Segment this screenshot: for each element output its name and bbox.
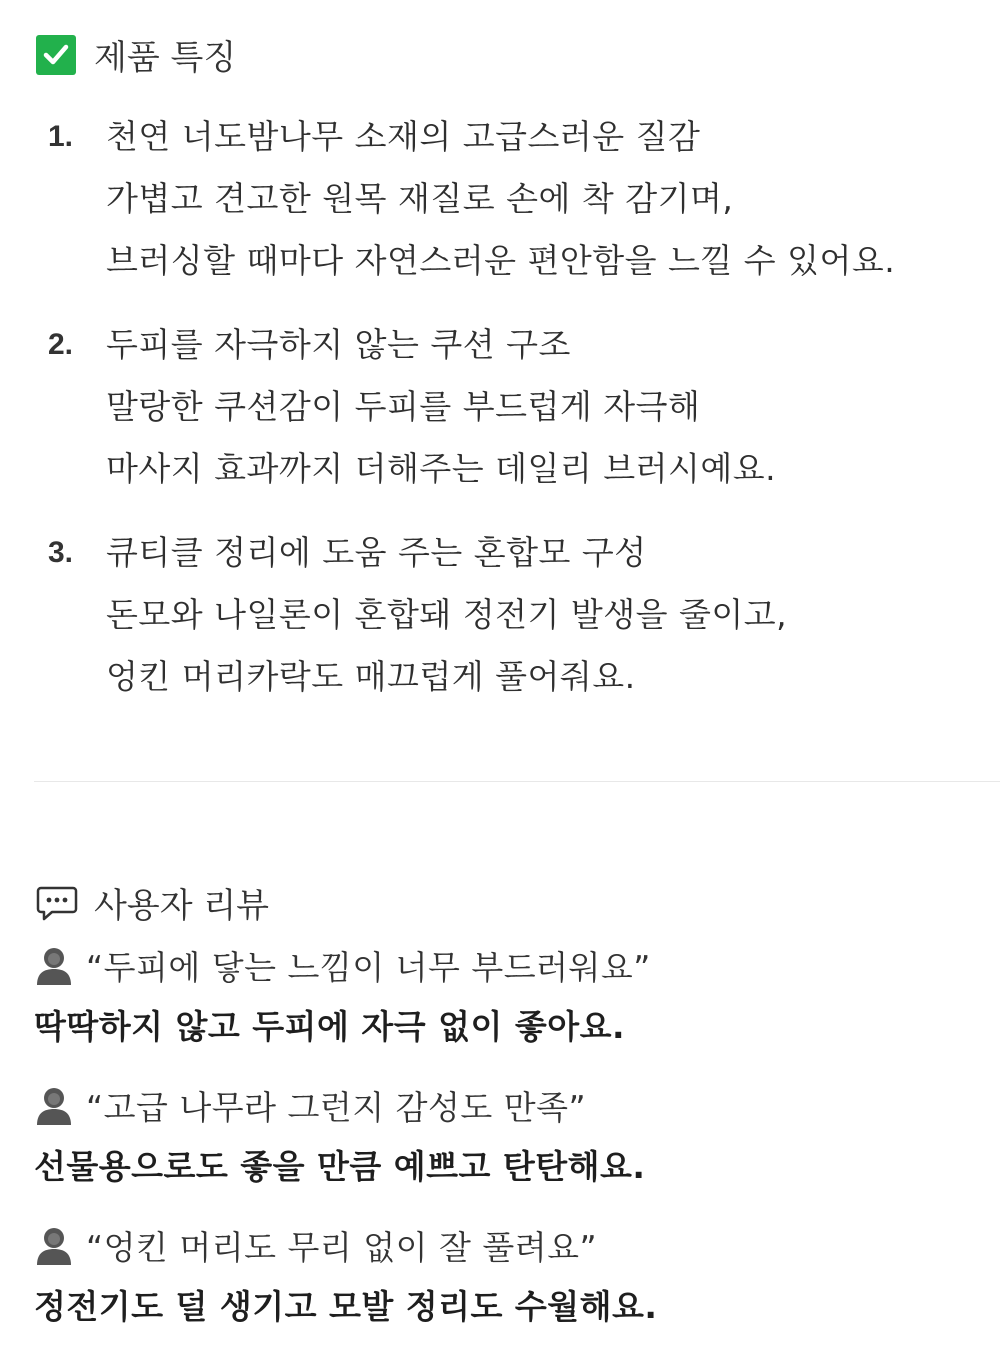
feature-item (48, 106, 988, 292)
feature-text: 말랑한 쿠션감이 두피를 부드럽게 자극해 (106, 387, 701, 426)
feature-title: 두피를 자극하지 않는 쿠션 구조 (106, 325, 571, 364)
person-icon (34, 943, 74, 987)
feature-item (48, 522, 988, 708)
reviews-heading (36, 878, 269, 927)
review-item (34, 934, 994, 1058)
feature-text: 브러싱할 때마다 자연스러운 편안함을 느낄 수 있어요. (106, 241, 896, 280)
feature-title: 큐티클 정리에 도움 주는 혼합모 구성 (106, 533, 647, 572)
person-icon (34, 1223, 74, 1267)
features-heading (36, 30, 236, 79)
feature-text: 마사지 효과까지 더해주는 데일리 브러시예요. (106, 449, 777, 488)
section-divider (34, 781, 1000, 782)
review-item (34, 1074, 994, 1198)
speech-bubble-icon (36, 882, 78, 924)
feature-number: 3. (48, 536, 74, 569)
feature-text: 가볍고 견고한 원목 재질로 손에 착 감기며, (106, 179, 734, 218)
review-quote: “고급 나무라 그런지 감성도 만족” (86, 1087, 587, 1127)
review-quote: “두피에 닿는 느낌이 너무 부드러워요” (86, 947, 651, 987)
feature-number: 1. (48, 120, 74, 153)
reviews-heading-label: 사용자 리뷰 (94, 886, 270, 926)
review-text: 정전기도 덜 생기고 모발 정리도 수월해요. (34, 1287, 658, 1326)
review-quote: “엉킨 머리도 무리 없이 잘 풀려요” (86, 1227, 598, 1267)
feature-list (48, 106, 988, 730)
feature-item (48, 314, 988, 500)
check-mark-icon (36, 35, 76, 75)
feature-text: 엉킨 머리카락도 매끄럽게 풀어줘요. (106, 657, 636, 696)
review-text: 선물용으로도 좋을 만큼 예쁘고 탄탄해요. (34, 1147, 646, 1186)
features-heading-label: 제품 특징 (94, 38, 237, 78)
feature-number: 2. (48, 328, 74, 361)
review-item (34, 1214, 994, 1338)
feature-title: 천연 너도밤나무 소재의 고급스러운 질감 (106, 117, 701, 156)
review-text: 딱딱하지 않고 두피에 자극 없이 좋아요. (34, 1007, 626, 1046)
person-icon (34, 1083, 74, 1127)
feature-text: 돈모와 나일론이 혼합돼 정전기 발생을 줄이고, (106, 595, 788, 634)
